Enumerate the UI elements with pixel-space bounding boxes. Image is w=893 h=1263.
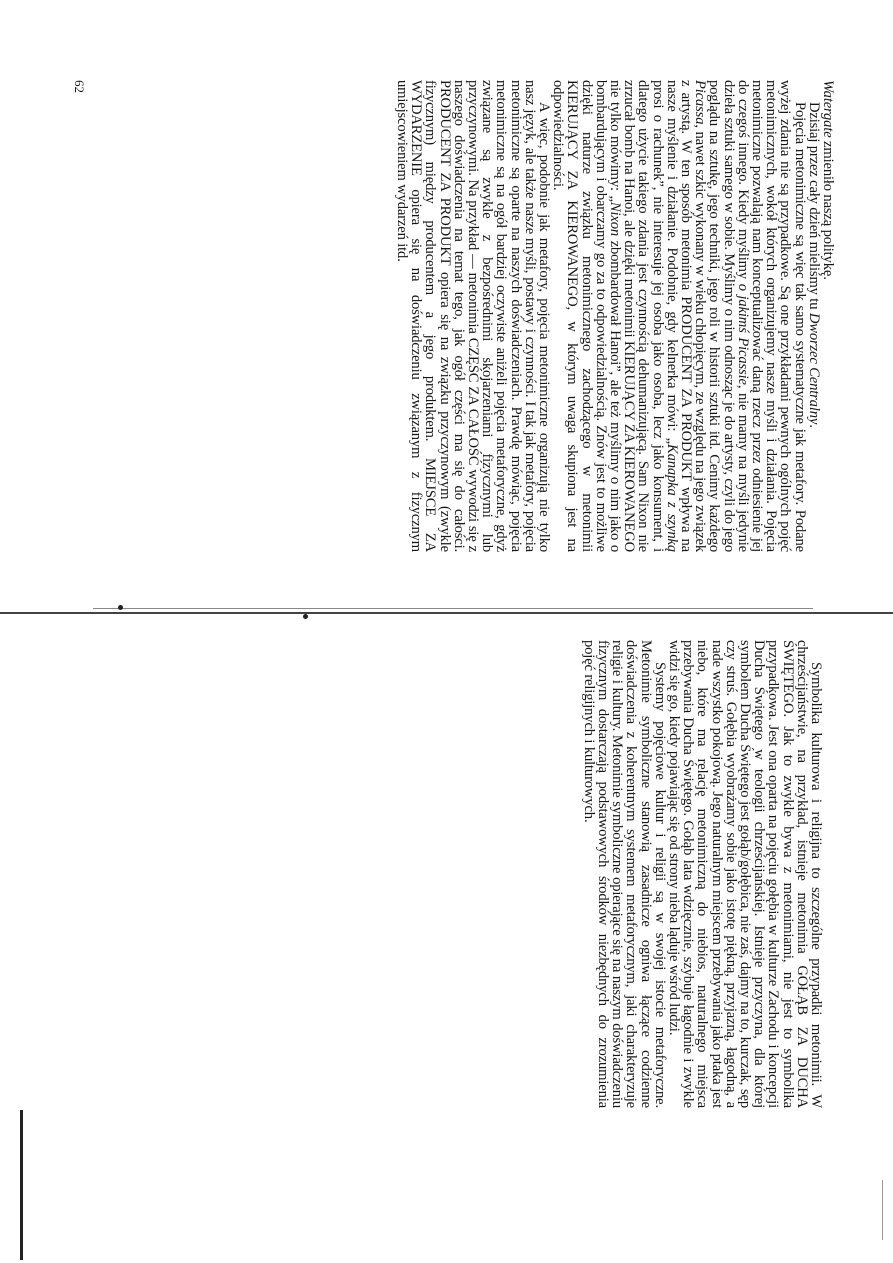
paragraph: Symbolika kulturowa i religijna to szczególne przypadki metonimii. W chrześcijaństwie, na przykład, istnieje metonimia GOŁĄB ZA DUCHA ŚWIĘTEGO. Jak to zwykle bywa z metonimiami, nie jest to symbolika przypadkowa. Jest ona oparta na pojęciu gołębia w kulturze Zachodu i koncepcji Ducha Świętego w teologii chrześcijańskiej. Istnieje przyczyna, dla której symbolem Ducha Świętego jest gołąb/gołębica, nie zaś, dajmy na to, kurczak, sęp czy struś. Gołębia wyobrażamy sobie jako istotę piękną, przyjazną, łagodną, a nade wszystko pokojową. Jego naturalnym miejscem przebywania jako ptaka jest niebo, które ma relację metonimiczną do niebios, naturalnego miejsca przebywania Ducha Świętego. Gołąb lata wdzięcznie, szybuje łagodnie i zwykle widzi się go, kiedy pojawiając się od strony nieba ląduje wśród ludzi. [665, 640, 824, 1108]
scan-speck [303, 614, 308, 619]
scan-speck [118, 605, 123, 610]
paragraph: Pojęcia metonimiczne są więc tak samo systematyczne jak metafory. Podane wyżej zdania nie są przypadkowe. Są one przykładami pewnych ogólnych pojęć metonimicznych, wokół których organizujemy nasze myśli i działania. Pojęcia metonimiczne pozwalają nam konceptualizować daną rzecz przez odniesienie jej do czegoś innego. Kiedy myślimy o jakimś Picassie, nie mamy na myśli jedynie dzieła sztuki samego w sobie. Myślimy o nim odnosząc je do artysty, czyli do jego poglądu na sztukę, jego techniki, jego roli w historii sztuki itd. Cenimy każdego Picassa, nawet szkic wykonany w wieku chłopięcym, ze względu na jego związek z artystą. W ten sposób metonimia PRODUCENT ZA PRODUKT wpływa na nasze myślenie i działanie. Podobnie, gdy kelnerka mówi: „Kanapka z szynką prosi o rachunek”, nie interesuje jej osoba jako osoba, lecz jako konsument, i dlatego użycie takiego zdania jest czynnością dehumanizującą. Sam Nixon nie zrzucał bomb na Hanoi, ale dzięki metonimii KIERUJĄCY ZA KIEROWANEGO nie tylko mówimy: „Nixon zbombardował Hanoi”, ale też myślimy o nim jako o bombardującym i obarczamy go za to odpowiedzialnością. Znów jest to możliwe dzięki naturze związku metonimicznego zachodzącego w metonimii KIERUJĄCY ZA KIEROWANEGO, w którym uwaga skupiona jest na odpowiedzialności. [550, 80, 808, 552]
right-text-column [582, 640, 823, 1108]
paragraph: Dzisiaj przez cały dzień mieliśmy tu Dworzec Centralny. [805, 102, 822, 428]
book-gutter-line [0, 600, 893, 624]
scan-edge-noise [882, 1180, 883, 1240]
page-number: 62 [72, 80, 87, 93]
scan-edge-shadow [20, 1110, 23, 1260]
paragraph: A więc, podobnie jak metafory, pojęcia metonimiczne organizują nie tylko nasz język, ale także nasze myśli, postawy i czynności. I tak jak metafory, pojęcia metonimiczne są oparte na naszych doświadczeniach. Prawdę mówiąc, pojęcia metonimiczne są na ogół bardziej oczywiste aniżeli pojęcia metaforyczne, gdyż związane są zwykle z bezpośrednimi skojarzeniami fizycznymi lub przyczynowymi. Na przykład — metonimia CZĘŚĆ ZA CAŁOŚĆ wywodzi się z naszego doświadczenia na temat tego, jak ogół części ma się do całości. PRODUCENT ZA PRODUKT opiera się na związku przyczynowym (zwykle fizycznym) między producentem a jego produktem. MIEJSCE ZA WYDARZENIE opiera się na doświadczeniu związanym z fizycznym umiejscowieniem wydarzeń itd. [393, 80, 552, 552]
left-text-column [395, 80, 835, 552]
paragraph: Watergate zmieniło naszą politykę. [820, 80, 836, 280]
paragraph: Systemy pojęciowe kultur i religii są w swojej istocie metaforyczne. Metonimie symboliczne stanowią zasadnicze ogniwa łączące codzienne doświadczenia z koherentnym systemem metaforycznym, jaki charakteryzuje religie i kultury. Metonimie symboliczne opierające się na naszym doświadczeniu fizycznym dostarczają podstawowych środków niezbędnych do zrozumienia pojęć religijnych i kulturowych. [580, 640, 668, 1108]
